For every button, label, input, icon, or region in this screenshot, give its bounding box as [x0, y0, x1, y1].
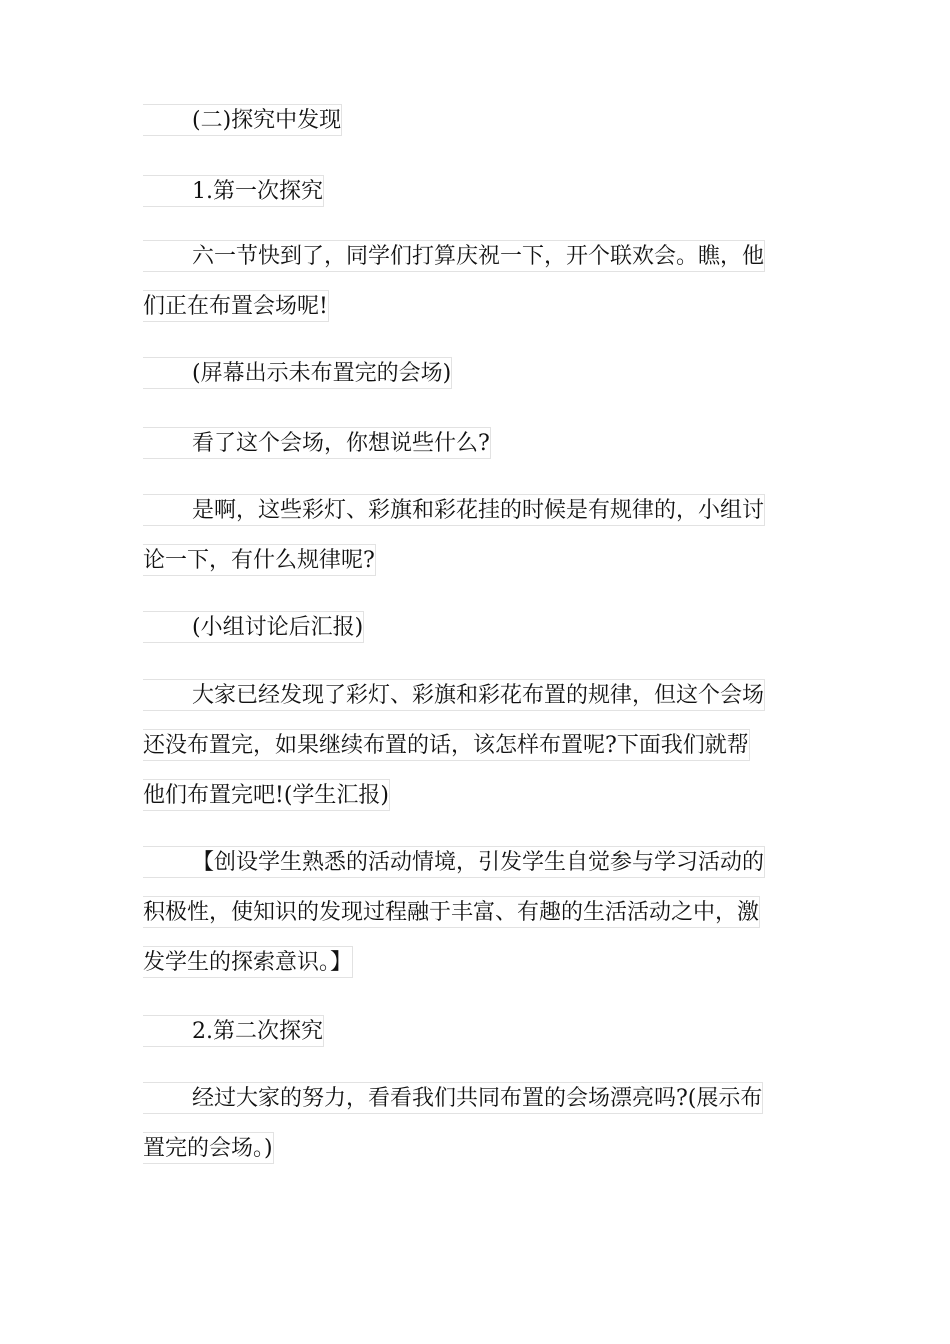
paragraph-line: 他们布置完吧!(学生汇报) [143, 779, 390, 811]
paragraph-line: 是啊，这些彩灯、彩旗和彩花挂的时候是有规律的，小组讨 [143, 494, 765, 526]
subsection-heading: 2.第二次探究 [143, 1015, 324, 1047]
subsection-heading: 1.第一次探究 [143, 175, 324, 207]
paragraph-line: (小组讨论后汇报) [143, 611, 364, 643]
paragraph-line: 经过大家的努力，看看我们共同布置的会场漂亮吗?(展示布 [143, 1082, 763, 1114]
paragraph-line: 大家已经发现了彩灯、彩旗和彩花布置的规律，但这个会场 [143, 679, 765, 711]
paragraph-line: 论一下，有什么规律呢? [143, 544, 376, 576]
paragraph-line: 六一节快到了，同学们打算庆祝一下，开个联欢会。瞧，他 [143, 240, 765, 272]
paragraph-line: 们正在布置会场呢! [143, 290, 329, 322]
paragraph-line: 还没布置完，如果继续布置的话，该怎样布置呢?下面我们就帮 [143, 729, 750, 761]
commentary-line: 发学生的探索意识。】 [143, 946, 353, 978]
paragraph-line: (屏幕出示未布置完的会场) [143, 357, 452, 389]
paragraph-line: 置完的会场。) [143, 1132, 274, 1164]
commentary-line: 【创设学生熟悉的活动情境，引发学生自觉参与学习活动的 [143, 846, 765, 878]
section-heading: (二)探究中发现 [143, 104, 342, 136]
paragraph-line: 看了这个会场，你想说些什么? [143, 427, 491, 459]
commentary-line: 积极性，使知识的发现过程融于丰富、有趣的生活活动之中，激 [143, 896, 760, 928]
